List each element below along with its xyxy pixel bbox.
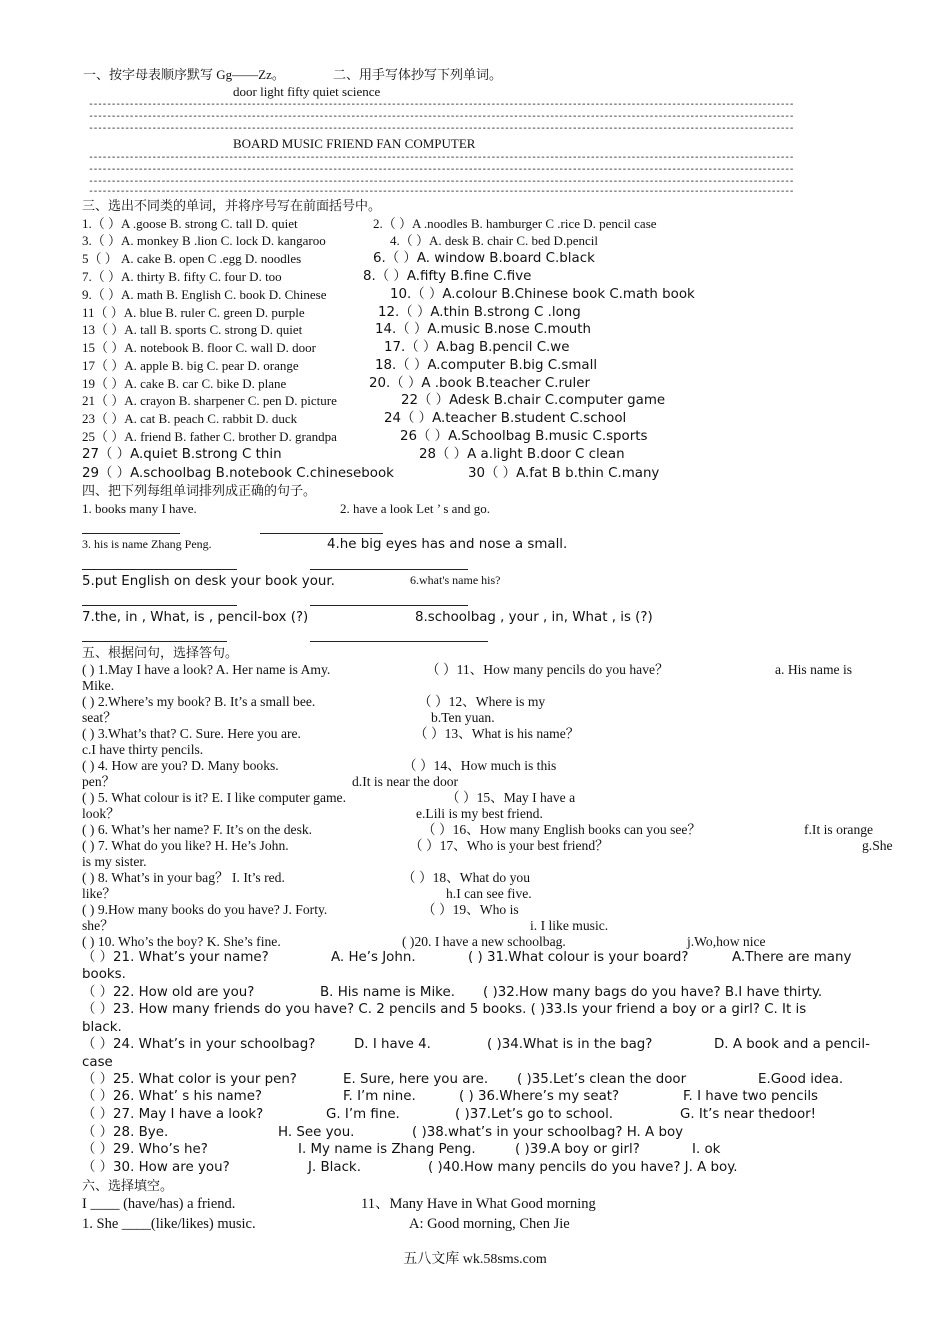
match-question: ( ) 2.Where’s my book? B. It’s a small bee. [82, 694, 316, 709]
answer-line [310, 569, 468, 570]
odd-one-out-item: 21（ ）A. crayon B. sharpener C. pen D. picture [82, 393, 337, 408]
match-answer: f.It is orange [804, 822, 874, 837]
match-question: ( )40.How many pencils do you have? J. A boy. [428, 1160, 738, 1175]
match-question: ( ) 6. What’s her name? F. It’s on the desk. [82, 822, 313, 837]
match-answer: h.I can see five. [446, 886, 532, 901]
match-question: （ ）22. How old are you? [82, 985, 255, 1000]
writing-line: ------------------------------------------------------------------------------------------------------------------------------------------------------------ [88, 111, 794, 122]
match-question: ( ) 36.Where’s my seat? [459, 1089, 620, 1104]
odd-one-out-item: 30（ ）A.fat B b.thin C.many [468, 466, 660, 481]
odd-one-out-item: 10.（ ）A.colour B.Chinese book C.math book [390, 287, 695, 302]
match-answer: a. His name is [775, 662, 853, 677]
match-question: ( ) 7. What do you like? H. He’s John. [82, 838, 289, 853]
match-question: ( )20. I have a new schoolbag. [402, 934, 566, 949]
odd-one-out-item: 1.（ ）A .goose B. strong C. tall D. quiet [82, 216, 298, 231]
odd-one-out-item: 8.（ ）A.fifty B.fine C.five [363, 269, 532, 284]
match-question: （ ）26. What’ s his name? [82, 1089, 263, 1104]
writing-line: ------------------------------------------------------------------------------------------------------------------------------------------------------------ [88, 152, 794, 163]
match-question: she？ [82, 918, 114, 933]
match-question: pen？ [82, 774, 116, 789]
page-footer: 五八文库 wk.58sms.com [403, 1252, 547, 1267]
match-question: （ ）23. How many friends do you have? C. 2 pencils and 5 books. ( )33.Is your friend a boy or a girl? C. It is [82, 1002, 807, 1017]
sentence-order-item: 2. have a look Let ’ s and go. [340, 501, 490, 516]
odd-one-out-item: 25（ ）A. friend B. father C. brother D. grandpa [82, 429, 337, 444]
match-answer: F. I’m nine. [343, 1089, 416, 1104]
odd-one-out-item: 20.（ ）A .book B.teacher C.ruler [369, 376, 590, 391]
section-1-heading: 一、按字母表顺序默写 Gg——Zz。 [83, 67, 285, 82]
sentence-order-item: 7.the, in , What, is , pencil-box (?) [82, 610, 309, 625]
match-question: （ ）24. What’s in your schoolbag? [82, 1037, 316, 1052]
match-question: ( ) 1.May I have a look? A. Her name is Amy. [82, 662, 331, 677]
match-question: ( )37.Let’s go to school. [455, 1107, 614, 1122]
match-answer: case [82, 1055, 113, 1070]
odd-one-out-item: 28（ ）A a.light B.door C clean [419, 447, 625, 462]
match-answer: Mike. [82, 678, 115, 693]
odd-one-out-item: 7.（ ）A. thirty B. fifty C. four D. too [82, 269, 282, 284]
word-bank: 11、Many Have in What Good morning [361, 1196, 596, 1212]
odd-one-out-item: 19（ ）A. cake B. car C. bike D. plane [82, 376, 287, 391]
answer-line [310, 605, 468, 606]
sentence-order-item: 6.what's name his? [410, 573, 501, 587]
fill-blank-item: I ____ (have/has) a friend. [82, 1196, 236, 1212]
match-question: （ ）14、How much is this [403, 758, 557, 773]
match-answer: c.I have thirty pencils. [82, 742, 204, 757]
match-question: ( ) 3.What’s that? C. Sure. Here you are. [82, 726, 301, 741]
sentence-order-item: 4.he big eyes has and nose a small. [327, 537, 568, 552]
match-answer: H. See you. [278, 1125, 355, 1140]
writing-line: ------------------------------------------------------------------------------------------------------------------------------------------------------------ [88, 176, 794, 187]
match-question: （ ）16、How many English books can you see？ [422, 822, 702, 837]
odd-one-out-item: 13（ ）A. tall B. sports C. strong D. quiet [82, 322, 303, 337]
match-answer: is my sister. [82, 854, 147, 869]
match-question: ( )35.Let’s clean the door [517, 1072, 687, 1087]
match-answer: d.It is near the door [352, 774, 459, 789]
writing-line: ------------------------------------------------------------------------------------------------------------------------------------------------------------ [88, 99, 794, 110]
match-answer: G. I’m fine. [326, 1107, 400, 1122]
odd-one-out-item: 27（ ）A.quiet B.strong C thin [82, 447, 282, 462]
sentence-order-item: 1. books many I have. [82, 501, 197, 516]
match-question: ( )39.A boy or girl? [515, 1142, 640, 1157]
match-question: （ ）29. Who’s he? [82, 1142, 208, 1157]
odd-one-out-item: 17.（ ）A.bag B.pencil C.we [384, 340, 570, 355]
section-6-heading: 六、选择填空。 [82, 1178, 174, 1193]
match-answer: D. A book and a pencil- [714, 1037, 870, 1052]
fill-blank-item: 1. She ____(like/likes) music. [82, 1216, 256, 1232]
odd-one-out-item: 17（ ）A. apple B. big C. pear D. orange [82, 358, 299, 373]
odd-one-out-item: 12.（ ）A.thin B.strong C .long [378, 305, 581, 320]
answer-line [82, 533, 180, 534]
odd-one-out-item: 2.（ ）A .noodles B. hamburger C .rice D. pencil case [373, 216, 657, 231]
sentence-order-item: 5.put English on desk your book your. [82, 574, 335, 589]
match-question: （ ）28. Bye. [82, 1125, 169, 1140]
odd-one-out-item: 14.（ ）A.music B.nose C.mouth [375, 322, 592, 337]
writing-line: ------------------------------------------------------------------------------------------------------------------------------------------------------------ [88, 123, 794, 134]
match-answer: books. [82, 967, 126, 982]
match-question: （ ）18、What do you [402, 870, 530, 885]
copy-words-2: BOARD MUSIC FRIEND FAN COMPUTER [233, 136, 476, 151]
match-question: ( ) 31.What colour is your board? [468, 950, 689, 965]
odd-one-out-item: 22（ ）Adesk B.chair C.computer game [401, 393, 666, 408]
answer-line [82, 641, 227, 642]
match-answer: I. ok [692, 1142, 721, 1157]
odd-one-out-item: 29（ ）A.schoolbag B.notebook C.chinesebook [82, 466, 394, 481]
odd-one-out-item: 24（ ）A.teacher B.student C.school [384, 411, 627, 426]
sentence-order-item: 3. his is name Zhang Peng. [82, 537, 212, 551]
match-answer: E. Sure, here you are. [343, 1072, 489, 1087]
match-question: look？ [82, 806, 120, 821]
odd-one-out-item: 11（ ）A. blue B. ruler C. green D. purple [82, 305, 305, 320]
match-answer: A. He’s John. [331, 950, 416, 965]
dialogue-line: A: Good morning, Chen Jie [409, 1216, 570, 1232]
answer-line [260, 533, 383, 534]
match-question: ( )38.what’s in your schoolbag? H. A boy [412, 1125, 684, 1140]
match-answer: i. I like music. [530, 918, 609, 933]
match-answer: J. Black. [308, 1160, 361, 1175]
odd-one-out-item: 6.（ ）A. window B.board C.black [373, 251, 595, 266]
odd-one-out-item: 3.（ ）A. monkey B .lion C. lock D. kangaroo [82, 233, 326, 248]
match-question: （ ）13、What is his name？ [414, 726, 580, 741]
sentence-order-item: 8.schoolbag , your , in, What , is (?) [415, 610, 653, 625]
match-question: ( ) 8. What’s in your bag？ I. It’s red. [82, 870, 285, 885]
writing-line: ------------------------------------------------------------------------------------------------------------------------------------------------------------ [88, 186, 794, 197]
copy-words-1: door light fifty quiet science [233, 84, 381, 99]
match-question: （ ）25. What color is your pen? [82, 1072, 297, 1087]
match-question: （ ）17、Who is your best friend？ [409, 838, 609, 853]
match-question: （ ）11、How many pencils do you have？ [426, 662, 669, 677]
match-question: （ ）12、Where is my [418, 694, 546, 709]
match-question: like？ [82, 886, 116, 901]
odd-one-out-item: 26（ ）A.Schoolbag B.music C.sports [400, 429, 648, 444]
match-answer: e.Lili is my best friend. [416, 806, 543, 821]
match-question: （ ）21. What’s your name? [82, 950, 269, 965]
answer-line [310, 641, 488, 642]
odd-one-out-item: 15（ ）A. notebook B. floor C. wall D. door [82, 340, 316, 355]
match-answer: A.There are many [732, 950, 852, 965]
match-question: （ ）15、May I have a [446, 790, 576, 805]
section-4-heading: 四、把下列每组单词排列成正确的句子。 [82, 483, 317, 498]
odd-one-out-item: 4.（ ）A. desk B. chair C. bed D.pencil [390, 233, 598, 248]
match-answer: b.Ten yuan. [431, 710, 495, 725]
writing-line: ------------------------------------------------------------------------------------------------------------------------------------------------------------ [88, 164, 794, 175]
answer-line [82, 605, 237, 606]
match-question: ( ) 10. Who’s the boy? K. She’s fine. [82, 934, 281, 949]
section-2-heading: 二、用手写体抄写下列单词。 [333, 67, 503, 82]
odd-one-out-item: 5（ ） A. cake B. open C .egg D. noodles [82, 251, 302, 266]
match-answer: G. It’s near thedoor! [680, 1107, 817, 1122]
match-answer: E.Good idea. [758, 1072, 844, 1087]
odd-one-out-item: 23（ ）A. cat B. peach C. rabbit D. duck [82, 411, 298, 426]
odd-one-out-item: 9.（ ）A. math B. English C. book D. Chinese [82, 287, 327, 302]
match-question: seat？ [82, 710, 117, 725]
match-answer: black. [82, 1020, 122, 1035]
match-question: ( ) 9.How many books do you have? J. Forty. [82, 902, 328, 917]
match-answer: j.Wo,how nice [687, 934, 766, 949]
match-question: （ ）30. How are you? [82, 1160, 230, 1175]
section-5-heading: 五、根据问句，选择答句。 [82, 645, 239, 660]
match-question: （ ）27. May I have a look? [82, 1107, 264, 1122]
match-answer: F. I have two pencils [683, 1089, 819, 1104]
match-answer: D. I have 4. [354, 1037, 431, 1052]
match-answer: I. My name is Zhang Peng. [298, 1142, 476, 1157]
match-question: ( )32.How many bags do you have? B.I have thirty. [483, 985, 823, 1000]
match-question: ( )34.What is in the bag? [487, 1037, 653, 1052]
match-answer: g.She [862, 838, 893, 853]
section-3-heading: 三、选出不同类的单词，并将序号写在前面括号中。 [82, 198, 382, 213]
match-question: ( ) 5. What colour is it? E. I like computer game. [82, 790, 346, 805]
odd-one-out-item: 18.（ ）A.computer B.big C.small [375, 358, 598, 373]
match-question: ( ) 4. How are you? D. Many books. [82, 758, 279, 773]
match-question: （ ）19、Who is [422, 902, 519, 917]
answer-line [82, 569, 237, 570]
match-answer: B. His name is Mike. [320, 985, 455, 1000]
